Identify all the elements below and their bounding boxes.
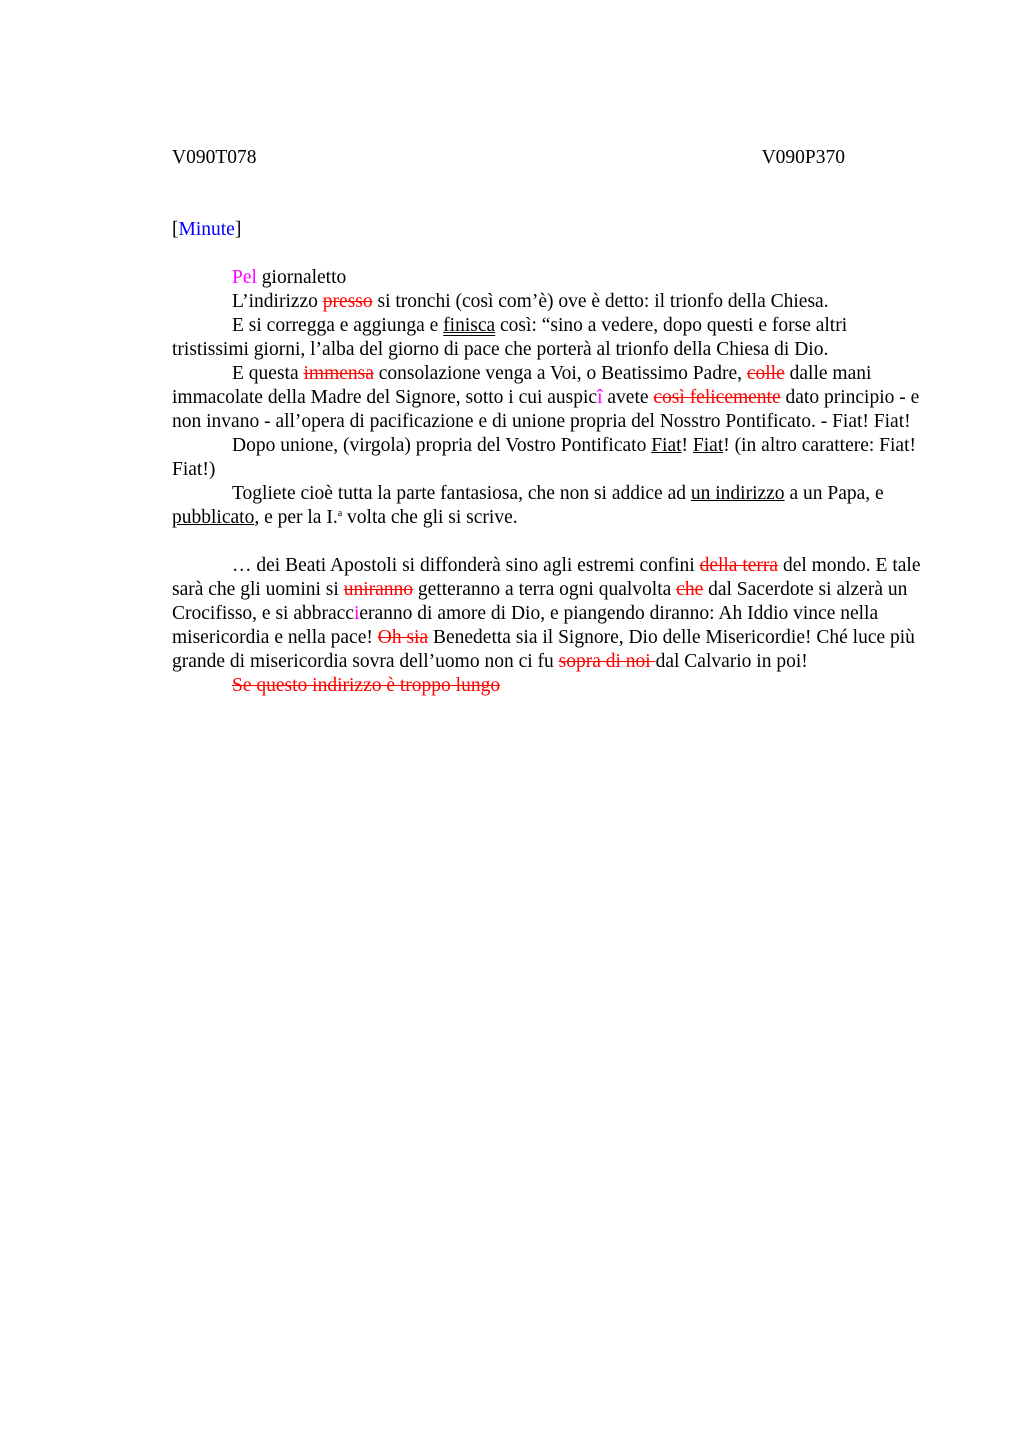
paragraph-1: Pel giornaletto — [232, 267, 347, 288]
deletion: uniranno — [343, 579, 414, 600]
underline: pubblicato — [172, 507, 255, 528]
deletion: immensa — [303, 363, 374, 384]
paragraph-6: Togliete cioè tutta la parte fantasiosa, che non si addice ad un indirizzo a un Papa, e pubblicato, e per la I.$^a$ volta che gli si scrive. — [172, 483, 884, 528]
paragraph-3: E si corregga e aggiunga e finisca così: “sino a vedere, dopo questi e forse altri tristissimi giorni, l’alba del giorno di pace che porterà al trionfo della Chiesa di Dio. — [172, 315, 848, 360]
deletion: così felicemente — [653, 387, 781, 408]
deletion: Oh sia — [377, 627, 429, 648]
paragraph-8 — [172, 674, 924, 698]
deletion: della terra — [699, 555, 779, 576]
paragraph-7: … dei Beati Apostoli si diffonderà sino agli estremi confini della terra del mondo. E tale sarà che gli uomini si uniranno getteranno a terra ogni qualvolta che dal Sacerdote si alzerà un Crocifisso, e si abbraccieranno di amore di Dio, e piangendo diranno: Ah Iddio vince nella misericordia e nella pace! Oh sia Benedetta sia il Signore, Dio delle Misericordie! Ché luce più grande di misericordia sovra dell’uomo non ci fu sopra di noi dal Calvario in poi! — [172, 555, 921, 672]
deletion: Se questo indirizzo è troppo lungo — [232, 675, 501, 696]
superscript: a — [337, 508, 343, 519]
document-page — [172, 146, 924, 698]
insertion: Pel — [232, 267, 257, 288]
underline: Fiat — [651, 435, 682, 456]
paragraph-4: E questa immensa consolazione venga a Voi, o Beatissimo Padre, colle dalle mani immacolate della Madre del Signore, sotto i cui auspicî avete così felicemente dato principio - e non invano - all’opera di pacificazione e di unione propria del Nosstro Pontificato. - Fiat! Fiat! — [172, 363, 920, 432]
left-code: V090T078 — [172, 147, 257, 168]
deletion: presso — [322, 291, 373, 312]
deletion: sopra di noi — [558, 651, 656, 672]
paragraph-5: Dopo unione, (virgola) propria del Vostro Pontificato Fiat! Fiat! (in altro carattere: Fiat! Fiat!) — [172, 435, 916, 480]
section-label: [Minute] — [172, 219, 242, 240]
right-code: V090P370 — [761, 147, 845, 168]
double-underline: finisca — [443, 315, 496, 336]
header-codes — [172, 146, 845, 170]
underline: Fiat — [692, 435, 724, 456]
insertion: î — [597, 387, 603, 408]
deletion: colle — [746, 363, 785, 384]
paragraph-2: L’indirizzo presso si tronchi (così com’è) ove è detto: il trionfo della Chiesa. — [232, 291, 829, 312]
deletion: che — [676, 579, 704, 600]
minute-label: Minute — [178, 219, 235, 240]
insertion: i — [353, 603, 360, 624]
underline: un indirizzo — [690, 483, 785, 504]
